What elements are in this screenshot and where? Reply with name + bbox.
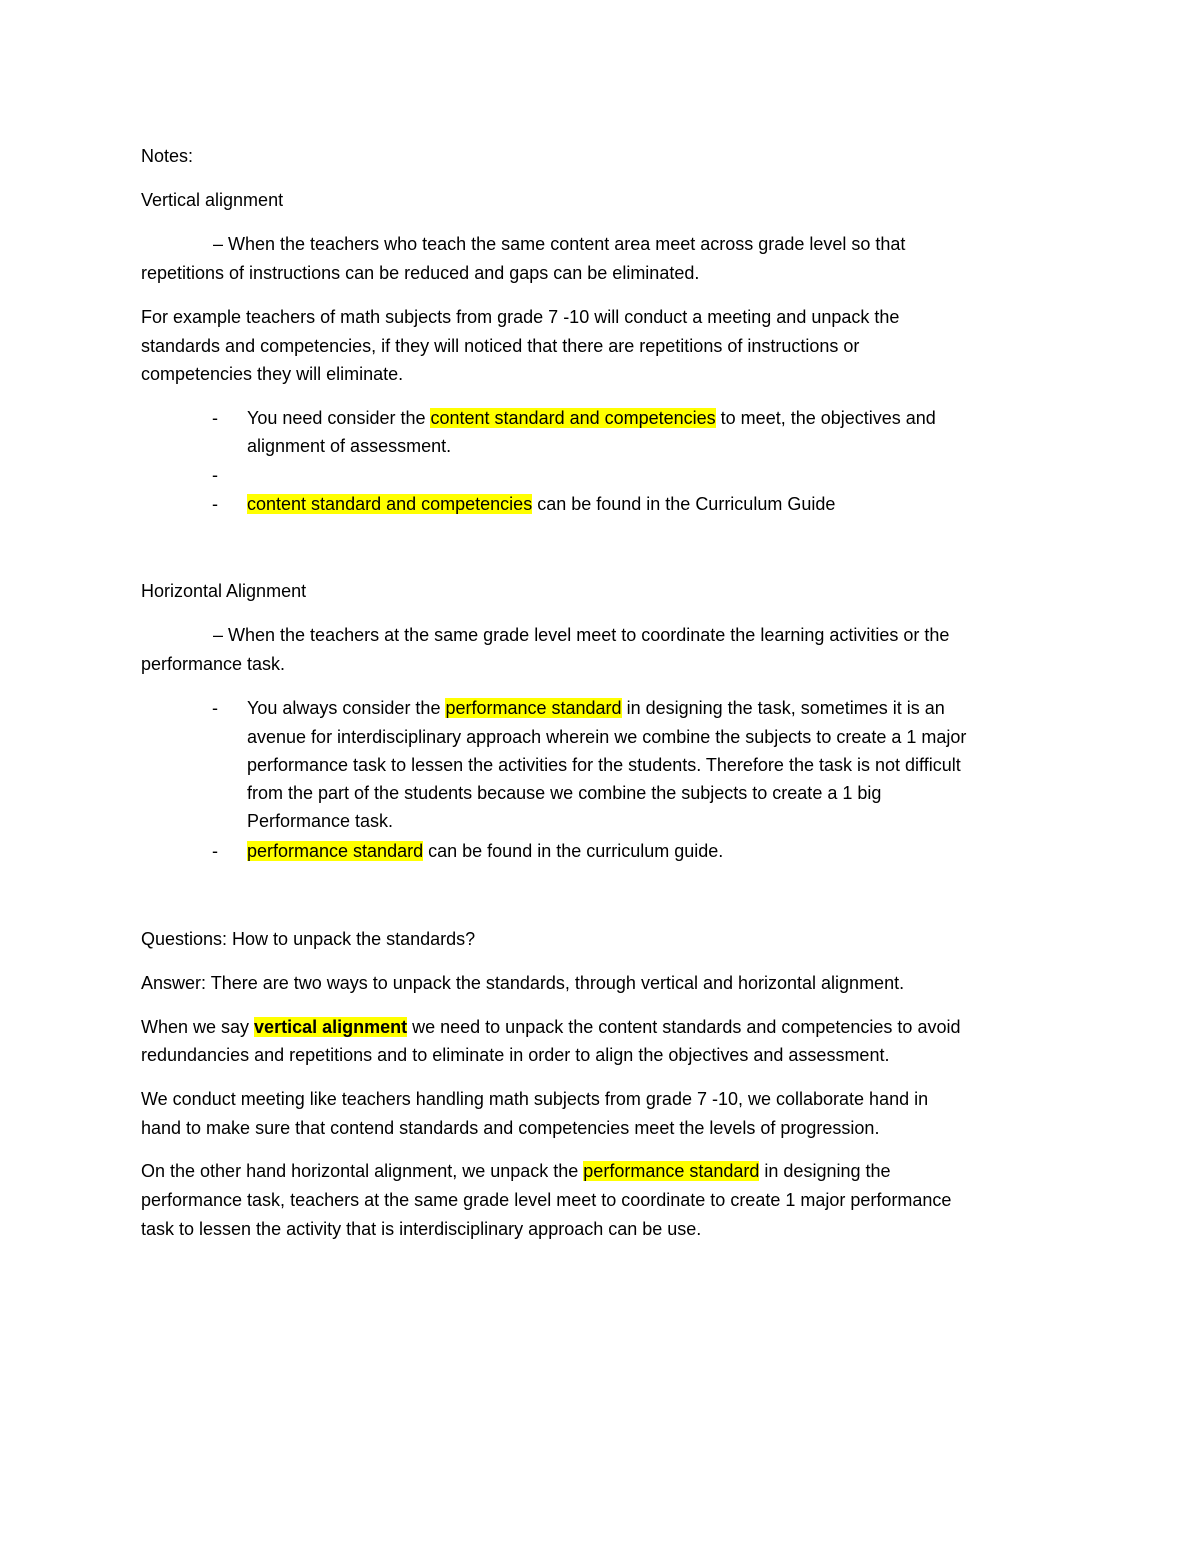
bullet-text: You always consider the — [247, 698, 446, 718]
bullet-text: to meet, the objectives and — [715, 408, 936, 428]
vertical-heading: Vertical alignment — [141, 190, 284, 210]
horizontal-definition-line: performance task. — [141, 654, 286, 674]
paragraph-text: in designing the — [759, 1161, 891, 1181]
vertical-bullet-1-line: alignment of assessment. — [247, 436, 452, 456]
vertical-example-line: standards and competencies, if they will noticed that there are repetitions of instructions or — [141, 336, 860, 356]
horizontal-bullet-1-line: Performance task. — [247, 811, 394, 831]
bullet-dash: - — [212, 698, 218, 718]
highlighted-text: performance standard — [247, 841, 424, 861]
paragraph-text: On the other hand horizontal alignment, we unpack the — [141, 1161, 584, 1181]
highlighted-text: content standard and competencies — [430, 408, 716, 428]
paragraph-text: we need to unpack the content standards and competencies to avoid — [407, 1017, 961, 1037]
vertical-example-line: For example teachers of math subjects from grade 7 -10 will conduct a meeting and unpack the — [141, 307, 900, 327]
horizontal-bullet-1-line: performance task to lessen the activities for the students. Therefore the task is not difficult — [247, 755, 961, 775]
vertical-definition-line: repetitions of instructions can be reduced and gaps can be eliminated. — [141, 263, 700, 283]
highlighted-text: vertical alignment — [254, 1017, 408, 1037]
highlighted-text: performance standard — [583, 1161, 760, 1181]
horizontal-bullet-1 — [247, 694, 945, 722]
bullet-dash: - — [212, 841, 218, 861]
horizontal-paragraph-line — [141, 1157, 891, 1185]
bullet-text: You need consider the — [247, 408, 431, 428]
vertical-paragraph-line — [141, 1013, 960, 1041]
highlighted-text: content standard and competencies — [247, 494, 533, 514]
question-line: Questions: How to unpack the standards? — [141, 929, 476, 949]
bullet-dash: - — [212, 465, 218, 485]
notes-label: Notes: — [141, 146, 194, 166]
bullet-text: in designing the task, sometimes it is an — [621, 698, 945, 718]
horizontal-bullet-1-line: from the part of the students because we combine the subjects to create a 1 big — [247, 783, 882, 803]
bullet-text: can be found in the Curriculum Guide — [532, 494, 836, 514]
horizontal-bullet-1-line: avenue for interdisciplinary approach wherein we combine the subjects to create a 1 major — [247, 727, 967, 747]
meeting-paragraph-line: hand to make sure that contend standards and competencies meet the levels of progression. — [141, 1118, 880, 1138]
horizontal-heading: Horizontal Alignment — [141, 581, 307, 601]
vertical-example-line: competencies they will eliminate. — [141, 364, 404, 384]
bullet-dash: - — [212, 408, 218, 428]
meeting-paragraph-line: We conduct meeting like teachers handling math subjects from grade 7 -10, we collaborate hand in — [141, 1089, 929, 1109]
horizontal-bullet-2 — [247, 837, 723, 865]
bullet-text: can be found in the curriculum guide. — [423, 841, 724, 861]
horizontal-paragraph-line: task to lessen the activity that is interdisciplinary approach can be use. — [141, 1219, 702, 1239]
vertical-bullet-3 — [247, 490, 835, 518]
bullet-dash: - — [212, 494, 218, 514]
horizontal-paragraph-line: performance task, teachers at the same grade level meet to coordinate to create 1 major performance — [141, 1190, 952, 1210]
vertical-paragraph-line: redundancies and repetitions and to eliminate in order to align the objectives and assessment. — [141, 1045, 890, 1065]
vertical-definition-line: – When the teachers who teach the same content area meet across grade level so that — [213, 234, 906, 254]
horizontal-definition-line: – When the teachers at the same grade level meet to coordinate the learning activities or the — [213, 625, 950, 645]
paragraph-text: When we say — [141, 1017, 255, 1037]
vertical-bullet-1 — [247, 404, 936, 432]
answer-line: Answer: There are two ways to unpack the standards, through vertical and horizontal alignment. — [141, 973, 905, 993]
highlighted-text: performance standard — [445, 698, 622, 718]
